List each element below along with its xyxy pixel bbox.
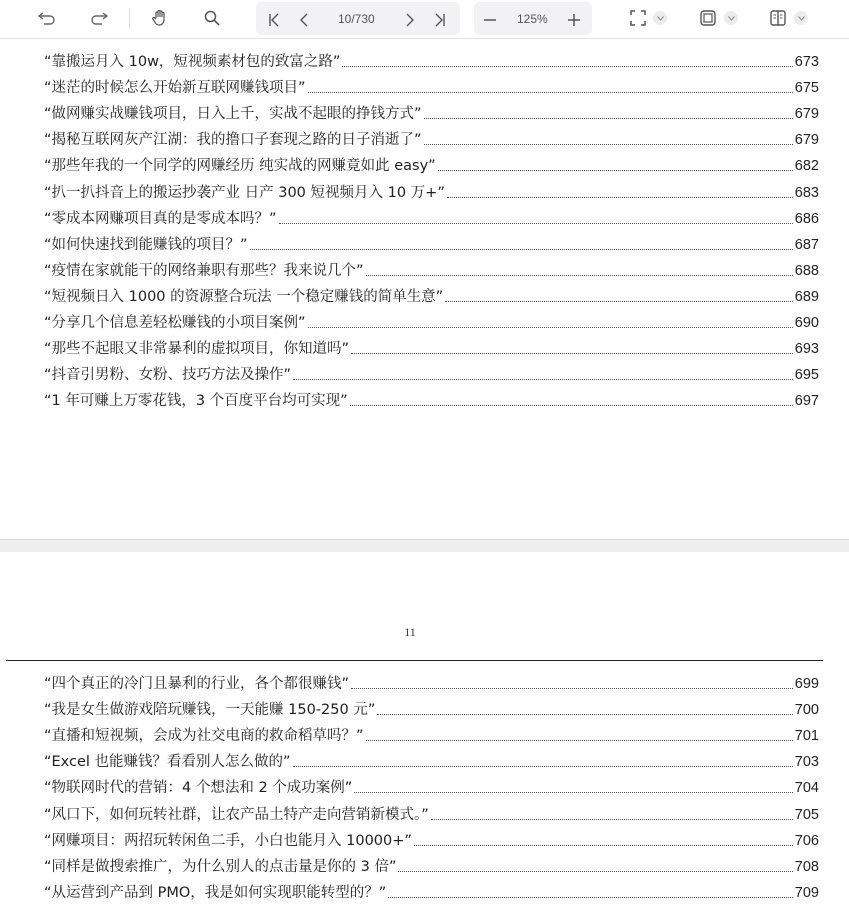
undo-icon[interactable] xyxy=(34,4,60,32)
toc-entry-title[interactable]: “直播和短视频，会成为社交电商的救命稻草吗？” xyxy=(44,728,364,745)
toc-leader-dots xyxy=(308,326,793,328)
toc-leader-dots xyxy=(279,222,793,224)
toc-entry-title[interactable]: “四个真正的冷门且暴利的行业，各个都很赚钱” xyxy=(44,676,350,693)
toc-entry[interactable] xyxy=(44,280,819,306)
toc-leader-dots xyxy=(424,117,793,119)
toc-entry-page-number[interactable]: 699 xyxy=(794,676,819,693)
toc-entry-title[interactable]: “网赚项目：两招玩转闲鱼二手，小白也能月入 10000+” xyxy=(44,832,412,849)
toc-leader-dots xyxy=(424,143,793,145)
zoom-in-icon[interactable] xyxy=(564,6,584,34)
toc-entry-page-number[interactable]: 688 xyxy=(794,262,819,279)
toc-entry-page-number[interactable]: 705 xyxy=(794,806,819,823)
search-icon[interactable] xyxy=(200,4,224,32)
toc-leader-dots xyxy=(445,300,793,302)
toc-entry-page-number[interactable]: 703 xyxy=(794,754,819,771)
toc-leader-dots xyxy=(431,818,793,820)
toc-leader-dots xyxy=(354,791,792,793)
first-page-icon[interactable] xyxy=(264,6,284,34)
next-page-icon[interactable] xyxy=(400,6,420,34)
header-rule xyxy=(6,660,823,661)
toc-entry[interactable] xyxy=(44,45,819,71)
toc-entry-title[interactable]: “分享几个信息差轻松赚钱的小项目案例” xyxy=(44,315,306,332)
toc-entry-page-number[interactable]: 686 xyxy=(794,210,819,227)
toc-entry[interactable] xyxy=(44,71,819,97)
toc-leader-dots xyxy=(351,687,793,689)
toc-leader-dots xyxy=(350,404,793,406)
toc-entry-title[interactable]: “短视频日入 1000 的资源整合玩法 一个稳定赚钱的简单生意” xyxy=(44,288,444,305)
page-gap xyxy=(0,539,849,553)
toc-entry[interactable] xyxy=(44,384,819,410)
toc-entry-title[interactable]: “抖音引男粉、女粉、技巧方法及操作” xyxy=(44,367,292,384)
toc-entry[interactable] xyxy=(44,228,819,254)
toc-entry-title[interactable]: “靠搬运月入 10w，短视频素材包的致富之路” xyxy=(44,54,341,71)
toc-entry-title[interactable]: “扒一扒抖音上的搬运抄袭产业 日产 300 短视频月入 10 万+” xyxy=(44,184,445,201)
toc-entry[interactable] xyxy=(44,693,819,719)
toc-leader-dots xyxy=(388,896,792,898)
view-mode-dropdown-chevron-down-icon[interactable] xyxy=(794,11,808,25)
toc-entry-title[interactable]: “那些不起眼又非常暴利的虚拟项目，你知道吗” xyxy=(44,341,350,358)
toc-entry-title[interactable]: “物联网时代的营销：4 个想法和 2 个成功案例” xyxy=(44,780,353,797)
toc-entry-title[interactable]: “零成本网赚项目真的是零成本吗？” xyxy=(44,210,277,227)
toc-leader-dots xyxy=(293,378,793,380)
redo-icon[interactable] xyxy=(86,4,112,32)
toc-entry[interactable] xyxy=(44,745,819,771)
toc-entry-page-number[interactable]: 693 xyxy=(794,341,819,358)
toc-entry-page-number[interactable]: 701 xyxy=(794,728,819,745)
toc-entry-title[interactable]: “那些年我的一个同学的网赚经历 纯实战的网赚竟如此 easy” xyxy=(44,158,436,175)
toc-entry[interactable] xyxy=(44,850,819,876)
page-number: 11 xyxy=(404,625,416,639)
toc-list xyxy=(44,45,819,410)
toc-leader-dots xyxy=(366,274,793,276)
toc-entry[interactable] xyxy=(44,202,819,228)
prev-page-icon[interactable] xyxy=(294,6,314,34)
toc-entry[interactable] xyxy=(44,175,819,201)
toc-entry[interactable] xyxy=(44,97,819,123)
toc-list xyxy=(44,667,819,902)
toc-entry[interactable] xyxy=(44,667,819,693)
pdf-toolbar xyxy=(0,0,849,39)
toolbar-separator xyxy=(129,8,130,28)
toc-leader-dots xyxy=(250,248,793,250)
toc-leader-dots xyxy=(308,91,793,93)
toc-entry-page-number[interactable]: 704 xyxy=(794,780,819,797)
document-page-11 xyxy=(0,552,849,917)
fullscreen-icon[interactable] xyxy=(627,4,649,32)
toc-entry-page-number[interactable]: 687 xyxy=(794,236,819,253)
document-page-10 xyxy=(0,39,849,539)
toc-entry[interactable] xyxy=(44,797,819,823)
toc-entry[interactable] xyxy=(44,876,819,902)
two-page-view-icon[interactable] xyxy=(767,4,789,32)
toc-entry-title[interactable]: “迷茫的时候怎么开始新互联网赚钱项目” xyxy=(44,80,306,97)
fit-page-dropdown-chevron-down-icon[interactable] xyxy=(724,11,738,25)
toc-entry[interactable] xyxy=(44,332,819,358)
toc-entry-page-number[interactable]: 690 xyxy=(794,315,819,332)
last-page-icon[interactable] xyxy=(430,6,450,34)
fit-page-icon[interactable] xyxy=(697,4,719,32)
toc-leader-dots xyxy=(342,65,792,67)
toc-entry-page-number[interactable]: 675 xyxy=(794,80,819,97)
toc-entry-title[interactable]: “如何快速找到能赚钱的项目？” xyxy=(44,236,248,253)
toc-entry-title[interactable]: “1 年可赚上万零花钱，3 个百度平台均可实现” xyxy=(44,393,348,410)
toc-entry[interactable] xyxy=(44,771,819,797)
toc-entry-page-number[interactable]: 709 xyxy=(794,884,819,901)
toc-entry-page-number[interactable]: 679 xyxy=(794,106,819,123)
toc-entry-page-number[interactable]: 706 xyxy=(794,832,819,849)
toc-entry[interactable] xyxy=(44,123,819,149)
toc-entry-title[interactable]: “Excel 也能赚钱？看看别人怎么做的” xyxy=(44,754,291,771)
zoom-group xyxy=(474,2,592,35)
page-navigation-group xyxy=(256,2,460,35)
toc-entry[interactable] xyxy=(44,358,819,384)
toc-entry-title[interactable]: “疫情在家就能干的网络兼职有那些？我来说几个” xyxy=(44,262,364,279)
fullscreen-dropdown-chevron-down-icon[interactable] xyxy=(653,11,667,25)
toc-leader-dots xyxy=(377,713,792,715)
toc-entry-page-number[interactable]: 689 xyxy=(794,288,819,305)
toc-entry[interactable] xyxy=(44,149,819,175)
toc-leader-dots xyxy=(398,870,792,872)
toc-entry-page-number[interactable]: 683 xyxy=(794,184,819,201)
toc-entry[interactable] xyxy=(44,719,819,745)
zoom-out-icon[interactable] xyxy=(480,6,500,34)
page-indicator[interactable]: 10/730 xyxy=(338,12,375,26)
toc-entry-page-number[interactable]: 673 xyxy=(794,54,819,71)
toc-leader-dots xyxy=(414,844,793,846)
toc-entry-title[interactable]: “同样是做搜索推广，为什么别人的点击量是你的 3 倍” xyxy=(44,858,397,875)
toc-leader-dots xyxy=(351,352,793,354)
toc-entry-page-number[interactable]: 697 xyxy=(794,393,819,410)
toc-leader-dots xyxy=(447,196,793,198)
toc-entry-page-number[interactable]: 708 xyxy=(794,858,819,875)
toc-leader-dots xyxy=(366,739,793,741)
toc-entry[interactable] xyxy=(44,824,819,850)
toc-entry-title[interactable]: “做网赚实战赚钱项目，日入上千，实战不起眼的挣钱方式” xyxy=(44,106,422,123)
toc-entry-title[interactable]: “风口下，如何玩转社群，让农产品土特产走向营销新模式。” xyxy=(44,806,429,823)
toc-leader-dots xyxy=(438,169,793,171)
zoom-level[interactable]: 125% xyxy=(517,12,548,26)
toc-leader-dots xyxy=(293,765,793,767)
toc-entry-title[interactable]: “揭秘互联网灰产江湖：我的撸口子套现之路的日子消逝了” xyxy=(44,132,422,149)
toc-entry-title[interactable]: “我是女生做游戏陪玩赚钱，一天能赚 150-250 元” xyxy=(44,702,376,719)
toc-entry-page-number[interactable]: 700 xyxy=(794,702,819,719)
toc-entry-page-number[interactable]: 695 xyxy=(794,367,819,384)
toc-entry-title[interactable]: “从运营到产品到 PMO，我是如何实现职能转型的？” xyxy=(44,884,387,901)
toc-entry[interactable] xyxy=(44,254,819,280)
toc-entry[interactable] xyxy=(44,306,819,332)
toc-entry-page-number[interactable]: 679 xyxy=(794,132,819,149)
toc-entry-page-number[interactable]: 682 xyxy=(794,158,819,175)
hand-tool-icon[interactable] xyxy=(148,4,172,32)
